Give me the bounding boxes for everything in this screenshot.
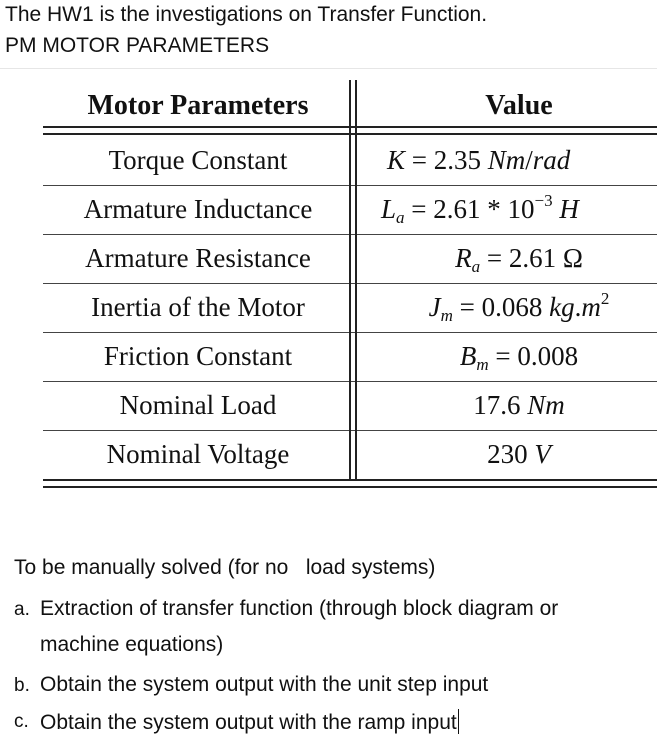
- list-item-text: Obtain the system output with the unit step input: [40, 673, 489, 696]
- parameter-value: 17.6 Nm: [473, 390, 565, 420]
- column-divider: [349, 80, 351, 480]
- list-item-text: Obtain the system output with the ramp input: [40, 711, 457, 734]
- column-header-parameter: Motor Parameters: [87, 90, 309, 121]
- parameter-value: $J_m = 0.068$ $kg.m^2$: [428, 289, 610, 325]
- parameter-value: $B_m = 0.008$: [459, 341, 579, 374]
- text-cursor: [458, 709, 459, 734]
- motor-parameters-table: [43, 80, 657, 492]
- parameter-name: Torque Constant: [108, 145, 288, 175]
- column-header-value: Value: [485, 90, 553, 121]
- parameter-value: $L_a = 2.61 * 10^{-3}$ H: [381, 191, 579, 227]
- parameter-value: 230 V: [487, 439, 551, 469]
- parameter-name: Nominal Load: [119, 390, 277, 420]
- list-item-text: Extraction of transfer function (through block diagram or: [40, 597, 559, 620]
- parameter-name: Armature Resistance: [85, 243, 311, 273]
- parameter-name: Friction Constant: [103, 341, 293, 371]
- parameter-name: Armature Inductance: [83, 194, 313, 224]
- table-rule-bottom-double: [43, 486, 657, 488]
- parameter-name: Inertia of the Motor: [91, 292, 305, 322]
- parameter-name: Nominal Voltage: [106, 439, 290, 469]
- parameter-value: $R_a = 2.61$ Ω: [455, 243, 583, 276]
- column-divider-double: [355, 80, 357, 480]
- section-heading: PM MOTOR PARAMETERS: [5, 34, 270, 57]
- parameter-value: K = 2.35 Nm/rad: [387, 145, 571, 175]
- list-marker: a.: [14, 599, 30, 620]
- list-item-text-editing[interactable]: [40, 709, 459, 735]
- list-item-text: machine equations): [40, 633, 224, 656]
- header-divider: [0, 68, 657, 69]
- document-title: The HW1 is the investigations on Transfer Function.: [5, 3, 488, 26]
- task-intro: To be manually solved (for no load systems): [14, 556, 436, 579]
- list-marker: c.: [14, 711, 29, 732]
- list-marker: b.: [14, 675, 30, 696]
